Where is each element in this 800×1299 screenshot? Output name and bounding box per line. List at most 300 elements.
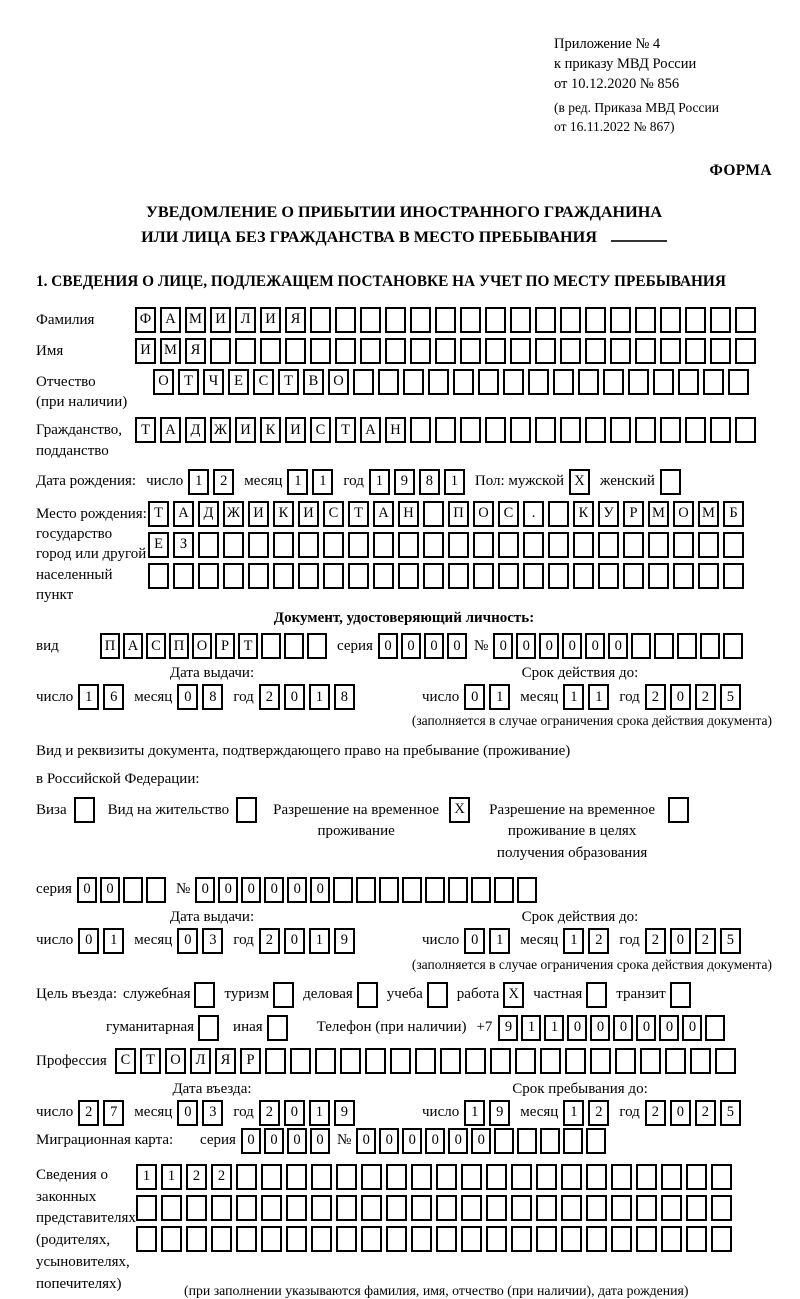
char-cell — [298, 563, 319, 589]
char-cell: М — [185, 307, 206, 333]
char-cell — [411, 1164, 432, 1190]
char-cell — [310, 307, 331, 333]
char-cell: 8 — [419, 469, 440, 495]
id-doc-series-boxes — [378, 633, 467, 659]
char-cell — [648, 563, 669, 589]
birth-place-row1 — [148, 501, 744, 527]
char-cell — [286, 1195, 307, 1221]
char-cell — [360, 338, 381, 364]
char-cell: 2 — [588, 1100, 609, 1126]
purpose-private — [533, 982, 607, 1008]
char-cell — [535, 338, 556, 364]
char-cell — [285, 338, 306, 364]
char-cell: 9 — [489, 1100, 510, 1126]
char-cell — [636, 1164, 657, 1190]
number-label: № — [336, 1132, 352, 1149]
char-cell — [471, 877, 491, 903]
char-cell — [423, 501, 444, 527]
char-cell — [267, 1015, 288, 1041]
char-cell — [653, 369, 674, 395]
char-cell — [603, 369, 624, 395]
char-cell: И — [285, 417, 306, 443]
id-doc-date-labels — [36, 665, 772, 682]
char-cell: Т — [335, 417, 356, 443]
char-cell — [610, 307, 631, 333]
char-cell: 1 — [369, 469, 390, 495]
char-cell — [610, 338, 631, 364]
option-visa — [36, 797, 95, 823]
month-label: месяц — [244, 473, 283, 490]
char-cell — [611, 1226, 632, 1252]
char-cell — [453, 369, 474, 395]
char-cell — [198, 532, 219, 558]
sex-label — [475, 473, 564, 490]
char-cell: 0 — [659, 1015, 679, 1041]
char-cell: В — [303, 369, 324, 395]
char-cell: 2 — [645, 684, 666, 710]
char-cell — [361, 1195, 382, 1221]
char-cell — [690, 1048, 711, 1074]
char-cell — [146, 877, 166, 903]
char-cell — [435, 417, 456, 443]
char-cell: 0 — [402, 1128, 422, 1154]
char-cell: П — [169, 633, 189, 659]
purpose-official-checkbox — [194, 982, 215, 1008]
char-cell: 0 — [562, 633, 582, 659]
char-cell — [486, 1195, 507, 1221]
char-cell — [700, 633, 720, 659]
char-cell — [670, 982, 691, 1008]
char-cell: Н — [398, 501, 419, 527]
char-cell — [310, 338, 331, 364]
char-cell — [473, 563, 494, 589]
char-cell — [735, 338, 756, 364]
char-cell — [415, 1048, 436, 1074]
char-cell — [661, 1195, 682, 1221]
birth-place-grid — [148, 501, 744, 589]
id-doc-dates — [36, 684, 772, 710]
option-temp-residence — [270, 797, 470, 844]
char-cell — [357, 982, 378, 1008]
res-valid-day — [464, 928, 510, 954]
char-cell — [410, 417, 431, 443]
char-cell — [586, 1226, 607, 1252]
residence-issue-group — [36, 928, 388, 954]
char-cell — [261, 1164, 282, 1190]
char-cell — [211, 1226, 232, 1252]
field-id-doc-type — [36, 633, 772, 659]
char-cell: 2 — [78, 1100, 99, 1126]
char-cell: Я — [185, 338, 206, 364]
surname-boxes — [135, 307, 756, 333]
char-cell: А — [373, 501, 394, 527]
char-cell — [410, 338, 431, 364]
char-cell — [711, 1164, 732, 1190]
char-cell — [560, 338, 581, 364]
residence-valid-group — [388, 928, 772, 954]
char-cell: Л — [235, 307, 256, 333]
char-cell: А — [123, 633, 143, 659]
patronymic-label-line1: Отчество — [36, 373, 96, 390]
char-cell — [586, 1195, 607, 1221]
char-cell — [494, 877, 514, 903]
month-label: месяц — [520, 688, 559, 705]
char-cell — [668, 797, 689, 823]
char-cell — [74, 797, 95, 823]
char-cell — [698, 532, 719, 558]
char-cell — [561, 1226, 582, 1252]
char-cell — [698, 563, 719, 589]
char-cell — [711, 1226, 732, 1252]
char-cell — [435, 307, 456, 333]
char-cell — [536, 1226, 557, 1252]
char-cell — [485, 417, 506, 443]
char-cell: 0 — [539, 633, 559, 659]
char-cell: 0 — [401, 633, 421, 659]
month-label: месяц — [134, 932, 173, 949]
char-cell — [523, 532, 544, 558]
char-cell: 2 — [259, 928, 280, 954]
char-cell — [686, 1226, 707, 1252]
char-cell: 0 — [284, 684, 305, 710]
char-cell — [448, 877, 468, 903]
char-cell: 0 — [448, 1128, 468, 1154]
char-cell — [561, 1195, 582, 1221]
char-cell — [586, 1164, 607, 1190]
birth-place-label-line3: город или другой — [36, 546, 147, 563]
char-cell: 1 — [563, 684, 584, 710]
char-cell — [356, 877, 376, 903]
birth-place-label — [36, 501, 148, 605]
char-cell — [460, 307, 481, 333]
char-cell: 0 — [284, 928, 305, 954]
char-cell: 1 — [312, 469, 333, 495]
field-migration-card — [36, 1128, 772, 1154]
char-cell: Р — [240, 1048, 261, 1074]
char-cell: 2 — [213, 469, 234, 495]
patronymic-label-line2: (при наличии) — [36, 394, 128, 411]
char-cell — [563, 1128, 583, 1154]
char-cell — [385, 338, 406, 364]
char-cell — [610, 417, 631, 443]
char-cell — [528, 369, 549, 395]
char-cell — [673, 563, 694, 589]
representatives-label-line: Сведения о — [36, 1166, 108, 1183]
birth-place-label-line1: Место рождения: — [36, 505, 147, 522]
char-cell — [735, 307, 756, 333]
representatives-row2 — [136, 1195, 732, 1221]
char-cell: 1 — [489, 928, 510, 954]
char-cell — [428, 369, 449, 395]
char-cell — [540, 1048, 561, 1074]
option-residence-permit-checkbox — [236, 797, 257, 823]
char-cell: 1 — [309, 684, 330, 710]
char-cell — [635, 338, 656, 364]
char-cell: 0 — [78, 928, 99, 954]
purpose-official-label: служебная — [122, 986, 191, 1003]
purpose-business-checkbox — [357, 982, 378, 1008]
char-cell — [635, 417, 656, 443]
residence-date-labels — [36, 909, 772, 926]
char-cell — [486, 1226, 507, 1252]
year-label: год — [233, 932, 254, 949]
char-cell — [261, 1195, 282, 1221]
char-cell — [440, 1048, 461, 1074]
purpose-official — [123, 982, 216, 1008]
char-cell — [703, 369, 724, 395]
char-cell — [273, 563, 294, 589]
char-cell — [335, 338, 356, 364]
migration-number-boxes — [356, 1128, 606, 1154]
char-cell: Р — [215, 633, 235, 659]
year-label: год — [619, 688, 640, 705]
sex-female-label: женский — [600, 473, 655, 490]
char-cell: М — [698, 501, 719, 527]
purpose-label: Цель въезда: — [36, 986, 117, 1003]
char-cell: А — [160, 307, 181, 333]
char-cell — [611, 1164, 632, 1190]
res-issue-year — [259, 928, 355, 954]
char-cell: 1 — [489, 684, 510, 710]
char-cell — [273, 982, 294, 1008]
char-cell — [236, 1226, 257, 1252]
purpose-tourism-label: туризм — [224, 986, 270, 1003]
char-cell — [598, 563, 619, 589]
char-cell — [161, 1226, 182, 1252]
char-cell — [673, 532, 694, 558]
option-temp-residence-label: Разрешение на временное проживание — [273, 801, 440, 840]
char-cell: 2 — [645, 928, 666, 954]
char-cell — [260, 338, 281, 364]
char-cell — [686, 1195, 707, 1221]
appendix-line: к приказу МВД России — [554, 56, 697, 72]
sex-prefix: Пол: — [474, 473, 505, 490]
char-cell — [735, 417, 756, 443]
char-cell — [360, 307, 381, 333]
char-cell — [498, 532, 519, 558]
char-cell: Ф — [135, 307, 156, 333]
entry-date-group — [36, 1100, 388, 1126]
char-cell — [123, 877, 143, 903]
representatives-grid — [136, 1162, 732, 1299]
char-cell: 0 — [195, 877, 215, 903]
purpose-transit — [616, 982, 690, 1008]
char-cell: 9 — [334, 1100, 355, 1126]
char-cell — [623, 532, 644, 558]
char-cell: О — [328, 369, 349, 395]
char-cell: 0 — [177, 928, 198, 954]
char-cell — [661, 1164, 682, 1190]
char-cell: 9 — [394, 469, 415, 495]
day-label: число — [422, 1104, 460, 1121]
char-cell: 1 — [588, 684, 609, 710]
char-cell: Р — [623, 501, 644, 527]
char-cell — [685, 417, 706, 443]
char-cell — [517, 1128, 537, 1154]
char-cell — [677, 633, 697, 659]
id-doc-valid-group — [388, 684, 772, 710]
char-cell: 0 — [590, 1015, 610, 1041]
representatives-row1 — [136, 1164, 732, 1190]
char-cell: 1 — [309, 928, 330, 954]
char-cell — [503, 369, 524, 395]
char-cell: 0 — [264, 1128, 284, 1154]
char-cell: А — [360, 417, 381, 443]
purpose-transit-checkbox — [670, 982, 691, 1008]
char-cell: 1 — [161, 1164, 182, 1190]
res-issue-month — [177, 928, 223, 954]
char-cell: А — [160, 417, 181, 443]
char-cell — [540, 1128, 560, 1154]
char-cell: 0 — [310, 1128, 330, 1154]
id-doc-type-boxes — [100, 633, 327, 659]
option-visa-checkbox — [74, 797, 95, 823]
char-cell — [273, 532, 294, 558]
char-cell: М — [648, 501, 669, 527]
char-cell — [636, 1195, 657, 1221]
char-cell — [286, 1164, 307, 1190]
char-cell: 0 — [670, 928, 691, 954]
residence-doc-intro1: Вид и реквизиты документа, подтверждающего право на пребывание (проживание) — [36, 743, 571, 760]
char-cell — [585, 417, 606, 443]
char-cell: П — [100, 633, 120, 659]
char-cell — [186, 1226, 207, 1252]
char-cell: 0 — [287, 877, 307, 903]
char-cell — [517, 877, 537, 903]
char-cell — [340, 1048, 361, 1074]
migration-series-boxes — [241, 1128, 330, 1154]
char-cell — [510, 338, 531, 364]
char-cell — [460, 417, 481, 443]
char-cell — [210, 338, 231, 364]
patronymic-boxes — [153, 369, 749, 395]
char-cell — [410, 307, 431, 333]
char-cell: 0 — [682, 1015, 702, 1041]
char-cell — [510, 417, 531, 443]
char-cell — [560, 417, 581, 443]
char-cell — [261, 1226, 282, 1252]
month-label: месяц — [520, 932, 559, 949]
char-cell: И — [135, 338, 156, 364]
char-cell — [715, 1048, 736, 1074]
char-cell: . — [523, 501, 544, 527]
year-label: год — [233, 688, 254, 705]
char-cell: С — [310, 417, 331, 443]
purpose-study — [387, 982, 448, 1008]
char-cell — [635, 307, 656, 333]
field-representatives — [36, 1162, 772, 1299]
char-cell: 1 — [521, 1015, 541, 1041]
name-boxes — [135, 338, 756, 364]
char-cell: 7 — [103, 1100, 124, 1126]
char-cell: Д — [198, 501, 219, 527]
char-cell — [511, 1164, 532, 1190]
day-label: число — [146, 473, 184, 490]
char-cell: 1 — [563, 1100, 584, 1126]
char-cell: П — [448, 501, 469, 527]
char-cell: 0 — [516, 633, 536, 659]
char-cell — [710, 307, 731, 333]
char-cell — [423, 563, 444, 589]
number-label: № — [175, 881, 191, 898]
char-cell — [390, 1048, 411, 1074]
char-cell — [311, 1195, 332, 1221]
char-cell: 2 — [259, 684, 280, 710]
char-cell — [386, 1195, 407, 1221]
char-cell — [636, 1226, 657, 1252]
purpose-study-checkbox — [427, 982, 448, 1008]
char-cell: 0 — [264, 877, 284, 903]
title-line2: ИЛИ ЛИЦА БЕЗ ГРАЖДАНСТВА В МЕСТО ПРЕБЫВАНИЯ — [141, 227, 597, 246]
entry-year — [259, 1100, 355, 1126]
id-doc-number-boxes — [493, 633, 743, 659]
field-citizenship — [36, 417, 772, 461]
char-cell — [723, 563, 744, 589]
phone-label: Телефон (при наличии) — [316, 1019, 467, 1036]
field-surname — [36, 307, 772, 333]
char-cell — [661, 1226, 682, 1252]
residence-doc-intro2: в Российской Федерации: — [36, 771, 200, 788]
char-cell — [286, 1226, 307, 1252]
birth-date-label: Дата рождения: — [36, 473, 137, 490]
id-issue-year — [259, 684, 355, 710]
char-cell: 0 — [585, 633, 605, 659]
char-cell — [660, 338, 681, 364]
form-title — [36, 200, 772, 249]
char-cell: 5 — [720, 684, 741, 710]
char-cell: 2 — [259, 1100, 280, 1126]
char-cell — [365, 1048, 386, 1074]
id-valid-day — [464, 684, 510, 710]
char-cell: 0 — [425, 1128, 445, 1154]
char-cell — [448, 563, 469, 589]
char-cell: С — [146, 633, 166, 659]
phone-prefix: +7 — [476, 1019, 493, 1036]
char-cell: X — [449, 797, 470, 823]
purpose-tourism — [224, 982, 294, 1008]
char-cell — [353, 369, 374, 395]
char-cell — [336, 1195, 357, 1221]
char-cell: Д — [185, 417, 206, 443]
char-cell: 1 — [563, 928, 584, 954]
option-temp-residence-education-label: Разрешение на временное проживание в целях получения образования — [489, 801, 656, 862]
char-cell — [586, 982, 607, 1008]
day-label: число — [36, 932, 74, 949]
residence-doc-series-row — [36, 877, 772, 903]
char-cell: Я — [285, 307, 306, 333]
char-cell — [198, 1015, 219, 1041]
day-label: число — [36, 1104, 74, 1121]
char-cell — [723, 532, 744, 558]
sex-male-checkbox — [569, 469, 590, 495]
char-cell — [598, 532, 619, 558]
char-cell: 0 — [567, 1015, 587, 1041]
char-cell — [336, 1226, 357, 1252]
char-cell: 1 — [464, 1100, 485, 1126]
representatives-label — [36, 1162, 136, 1296]
option-temp-residence-education-checkbox — [668, 797, 689, 823]
char-cell — [378, 369, 399, 395]
char-cell: 0 — [471, 1128, 491, 1154]
char-cell — [373, 563, 394, 589]
char-cell: 0 — [177, 684, 198, 710]
char-cell — [336, 1164, 357, 1190]
char-cell: 2 — [211, 1164, 232, 1190]
char-cell: Т — [278, 369, 299, 395]
sex-female-checkbox — [660, 469, 681, 495]
char-cell: 2 — [186, 1164, 207, 1190]
char-cell — [386, 1226, 407, 1252]
